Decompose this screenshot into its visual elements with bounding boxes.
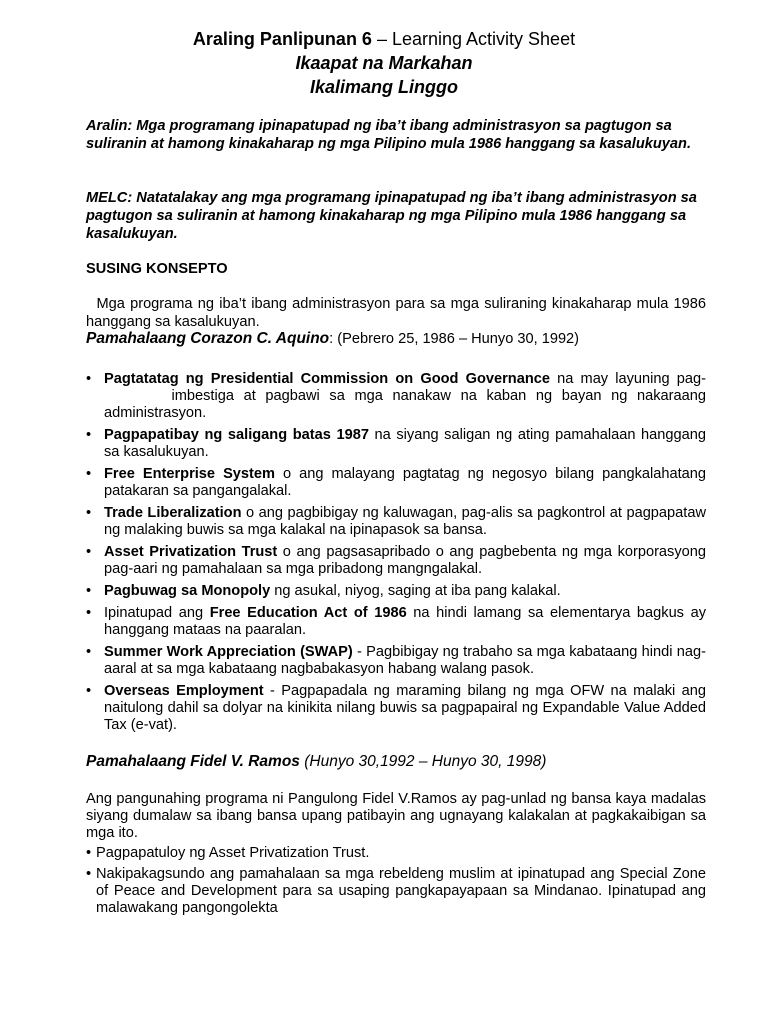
subject-name: Araling Panlipunan 6	[192, 29, 372, 49]
melc-label: MELC	[86, 190, 128, 206]
aralin-paragraph	[86, 117, 706, 153]
ramos-intro: Ang pangunahing programa ni Pangulong Fidel V.Ramos ay pag-unlad ng bansa kaya madalas siyang dumalaw sa ibang bansa upang patibayin ang ugnayang kalakalan at pagkakaibigan sa mga ito.	[86, 791, 706, 841]
list-item: • Nakipakagsundo ang pamahalaan sa mga rebeldeng muslim at ipinatupad ang Special Zone of Peace and Development para sa usaping pangkapayapaan sa Mindanao. Ipinatupad ang malawakang pangongolekta	[86, 866, 706, 916]
aralin-text: : Mga programang ipinapatupad ng iba’t ibang administrasyon sa pagtugon sa suliranin at hamong kinakaharap ng mga Pilipino mula 1986 hanggang sa kasalukuyan.	[86, 118, 691, 152]
intro-paragraph: Mga programa ng iba’t ibang administrasyon para sa mga suliraning kinakaharap mula 1986 hanggang sa kasalukuyan.	[86, 296, 711, 330]
sheet-type: – Learning Activity Sheet	[371, 29, 576, 49]
bullet-icon: •	[86, 544, 92, 560]
list-item: • Pagbuwag sa Monopoly ng asukal, niyog, saging at iba pang kalakal.	[86, 583, 561, 599]
week-title: Ikalimang Linggo	[309, 77, 458, 97]
list-item: • Pagtatatag ng Presidential Commission on Good Governance na may layuning pag- imbestiga at pagbawi sa mga nanakaw na kaban ng bayan ng nakaraang administrasyon.	[86, 371, 706, 421]
melc-text: : Natatalakay ang mga programang ipinapatupad ng iba’t ibang administrasyon sa pagtugon sa suliranin at hamong kinakaharap ng mga Pilipino mula 1986 hanggang sa kasalukuyan.	[86, 190, 697, 242]
aquino-name: Pamahalaang Corazon C. Aquino	[86, 330, 330, 347]
bullet-icon: •	[86, 583, 92, 599]
ramos-name: Pamahalaang Fidel V. Ramos	[86, 753, 300, 770]
aquino-dates: : (Pebrero 25, 1986 – Hunyo 30, 1992)	[329, 331, 580, 347]
bullet-icon: •	[86, 866, 92, 882]
aquino-program-list	[86, 371, 706, 739]
ramos-heading	[86, 753, 546, 771]
list-item: • Overseas Employment - Pagpapadala ng maraming bilang ng mga OFW na malaki ang naitulong dahil sa dolyar na kinikita nilang buwis sa pagpapairal ng Expandable Value Added Tax (e-vat).	[86, 683, 706, 733]
bullet-icon: •	[86, 427, 92, 443]
melc-paragraph	[86, 189, 706, 243]
section-heading: SUSING KONSEPTO	[86, 261, 228, 277]
list-item: • Free Enterprise System o ang malayang pagtatag ng negosyo bilang pangkalahatang patakaran sa pangangalakal.	[86, 466, 706, 499]
bullet-icon: •	[86, 505, 92, 521]
ramos-program-list	[86, 845, 706, 921]
bullet-icon: •	[86, 845, 92, 861]
sheet-title	[0, 29, 768, 50]
quarter-title: Ikaapat na Markahan	[295, 53, 473, 73]
ramos-dates: (Hunyo 30,1992 – Hunyo 30, 1998)	[299, 753, 547, 770]
list-item: • Asset Privatization Trust o ang pagsasapribado o ang pagbebenta ng mga korporasyong pag-aari ng pamahalaan sa mga pribadong mangngalakal.	[86, 544, 706, 577]
bullet-icon: •	[86, 683, 92, 699]
bullet-icon: •	[86, 371, 92, 387]
list-item: • Trade Liberalization o ang pagbibigay ng kaluwagan, pag-alis sa pagkontrol at pagpapataw ng malaking buwis sa mga kalakal na ipinapasok sa bansa.	[86, 505, 706, 538]
list-item: • Summer Work Appreciation (SWAP) - Pagbibigay ng trabaho sa mga kabataang hindi nag-aaral at sa mga kabataang nagbabakasyon habang walang pasok.	[86, 644, 706, 677]
list-item: • Ipinatupad ang Free Education Act of 1986 na hindi lamang sa elementarya bagkus ay hanggang mataas na paaralan.	[86, 605, 706, 638]
list-item: • Pagpapatuloy ng Asset Privatization Trust.	[86, 845, 370, 861]
bullet-icon: •	[86, 466, 92, 482]
list-item: • Pagpapatibay ng saligang batas 1987 na siyang saligan ng ating pamahalaan hanggang sa kasalukuyan.	[86, 427, 706, 460]
bullet-icon: •	[86, 644, 92, 660]
aquino-heading	[86, 330, 579, 348]
aralin-label: Aralin	[86, 118, 128, 134]
bullet-icon: •	[86, 605, 92, 621]
